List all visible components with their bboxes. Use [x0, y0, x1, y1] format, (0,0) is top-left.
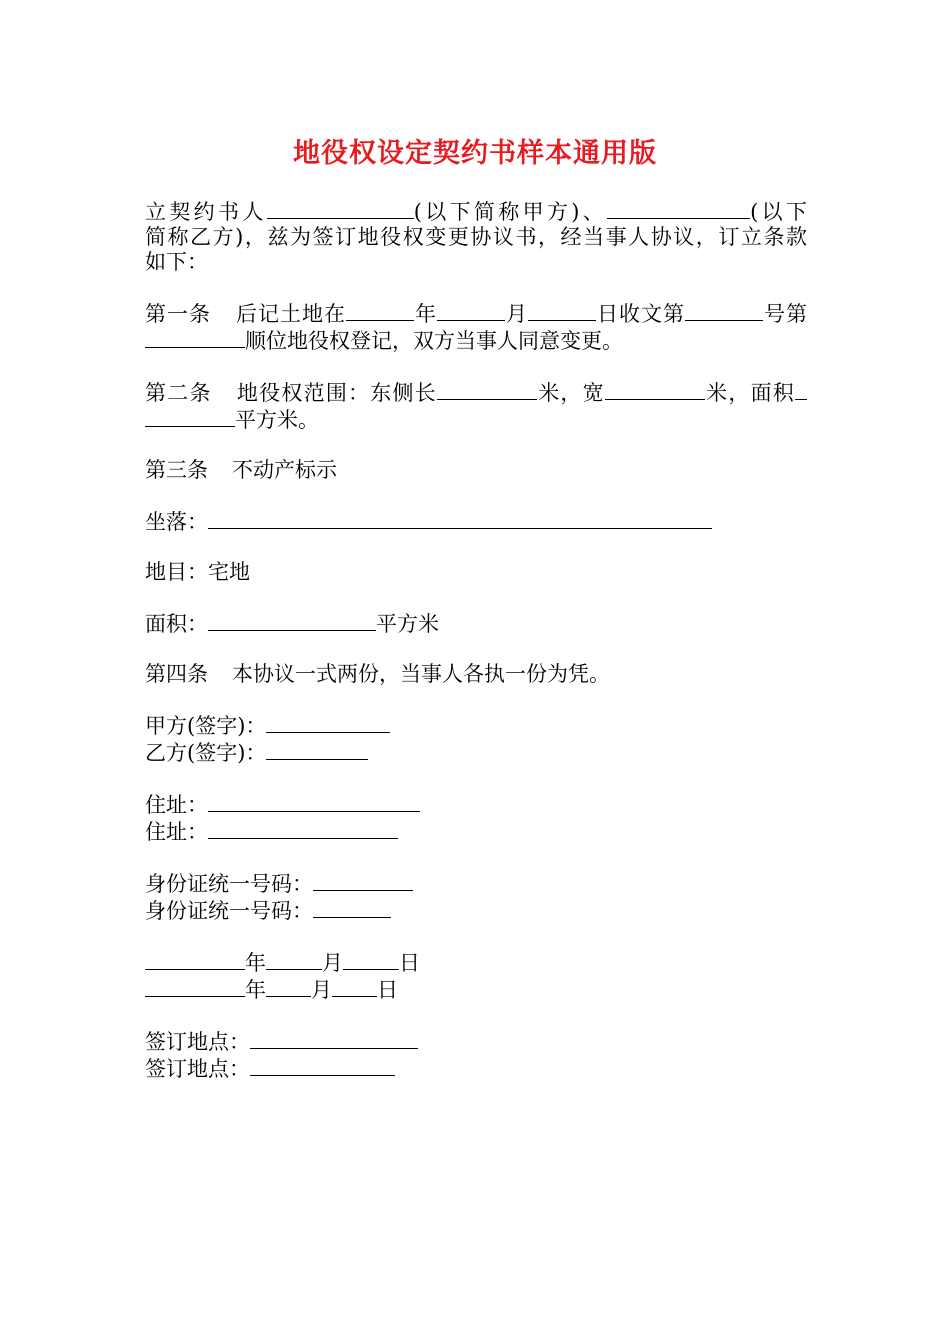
date-year-blank-2[interactable]: [145, 976, 245, 997]
party-a-sign-blank[interactable]: [266, 712, 390, 733]
article-1-month-blank[interactable]: [437, 300, 505, 321]
id-line-1: [145, 870, 807, 897]
article-2-text-a: 地役权范围：东侧长: [235, 381, 437, 405]
address-line-1: [145, 791, 807, 818]
area-label: 面积：: [145, 612, 208, 636]
article-1-year-text: 年: [414, 302, 437, 326]
place-blank-2[interactable]: [250, 1055, 395, 1076]
article-4-text: 本协议一式两份，当事人各执一份为凭。: [232, 662, 610, 686]
article-2-width-blank[interactable]: [605, 379, 705, 400]
date-line-2: [145, 976, 807, 1003]
article-2-line-1: [145, 379, 807, 406]
article-1-year-blank[interactable]: [346, 300, 414, 321]
article-3: [145, 458, 807, 483]
article-2-text-d: 平方米。: [235, 408, 319, 432]
address-blank-1[interactable]: [208, 791, 420, 812]
article-1-doc-text: 日收文第: [596, 302, 685, 326]
article-2-text-b: 米，宽: [536, 381, 605, 405]
article-1-month-text: 月: [505, 302, 528, 326]
address-label-2: 住址：: [145, 820, 208, 844]
article-1-number-blank[interactable]: [685, 300, 763, 321]
place-line-2: [145, 1055, 807, 1082]
party-b-blank[interactable]: [607, 198, 750, 219]
date-month-text-1: 月: [322, 951, 343, 975]
document-title: 地役权设定契约书样本通用版: [293, 138, 657, 169]
article-1-rank-blank[interactable]: [145, 327, 245, 348]
intro-party-b-note: (以下: [750, 200, 808, 224]
location-label: 坐落：: [145, 510, 208, 534]
area-unit: 平方米: [376, 612, 439, 636]
id-blank-2[interactable]: [313, 897, 391, 918]
place-blank-1[interactable]: [250, 1028, 418, 1049]
article-2-area-blank-a[interactable]: [795, 379, 807, 400]
place-label-2: 签订地点：: [145, 1057, 250, 1081]
date-day-text-2: 日: [377, 978, 398, 1002]
location-line: [145, 508, 807, 535]
article-1-text-f: 顺位地役权登记，双方当事人同意变更。: [245, 329, 623, 353]
article-1-day-blank[interactable]: [528, 300, 596, 321]
address-blank-2[interactable]: [208, 818, 398, 839]
area-line: [145, 610, 807, 637]
id-label-1: 身份证统一号码：: [145, 872, 313, 896]
party-b-sign-line: [145, 739, 807, 766]
intro-line-1: [145, 198, 807, 225]
party-b-sign-blank[interactable]: [266, 739, 368, 760]
date-day-blank-2[interactable]: [332, 976, 377, 997]
date-line-1: [145, 949, 807, 976]
address-line-2: [145, 818, 807, 845]
article-1-label: 第一条: [145, 302, 211, 326]
id-blank-1[interactable]: [313, 870, 413, 891]
date-month-blank-2[interactable]: [266, 976, 311, 997]
intro-party-text: 立契约书人: [145, 200, 267, 224]
place-line-1: [145, 1028, 807, 1055]
article-1-line-1: [145, 300, 807, 327]
area-blank[interactable]: [208, 610, 376, 631]
intro-line-2: 简称乙方)，兹为签订地役权变更协议书，经当事人协议，订立条款: [145, 225, 807, 249]
party-a-blank[interactable]: [267, 198, 414, 219]
article-1-text-a: 后记土地在: [235, 302, 346, 326]
date-month-blank-1[interactable]: [266, 949, 322, 970]
land-use-line: 地目：宅地: [145, 560, 250, 584]
intro-party-a-note: (以下简称甲方)、: [413, 200, 608, 224]
article-3-label: 第三条: [145, 458, 208, 482]
id-line-2: [145, 897, 807, 924]
article-4: [145, 662, 807, 687]
party-a-sign-line: [145, 712, 807, 739]
party-a-sign-label: 甲方(签字)：: [145, 714, 267, 738]
article-2-line-2: [145, 406, 807, 433]
place-label-1: 签订地点：: [145, 1030, 250, 1054]
article-4-label: 第四条: [145, 662, 208, 686]
date-day-blank-1[interactable]: [343, 949, 399, 970]
article-1-order-text: 号第: [763, 302, 807, 326]
date-year-text-2: 年: [245, 978, 266, 1002]
document-body: [145, 198, 807, 1082]
article-1-line-2: [145, 327, 807, 354]
article-2-text-c: 米，面积: [704, 381, 796, 405]
intro-line-3: 如下：: [145, 250, 208, 274]
article-2-length-blank[interactable]: [437, 379, 537, 400]
id-label-2: 身份证统一号码：: [145, 899, 313, 923]
date-year-blank-1[interactable]: [145, 949, 245, 970]
date-day-text-1: 日: [399, 951, 420, 975]
address-label-1: 住址：: [145, 793, 208, 817]
article-2-area-blank-b[interactable]: [145, 406, 235, 427]
location-blank[interactable]: [208, 508, 712, 529]
date-year-text-1: 年: [245, 951, 266, 975]
date-month-text-2: 月: [311, 978, 332, 1002]
article-2-label: 第二条: [145, 381, 212, 405]
article-3-text: 不动产标示: [232, 458, 337, 482]
party-b-sign-label: 乙方(签字)：: [145, 741, 267, 765]
